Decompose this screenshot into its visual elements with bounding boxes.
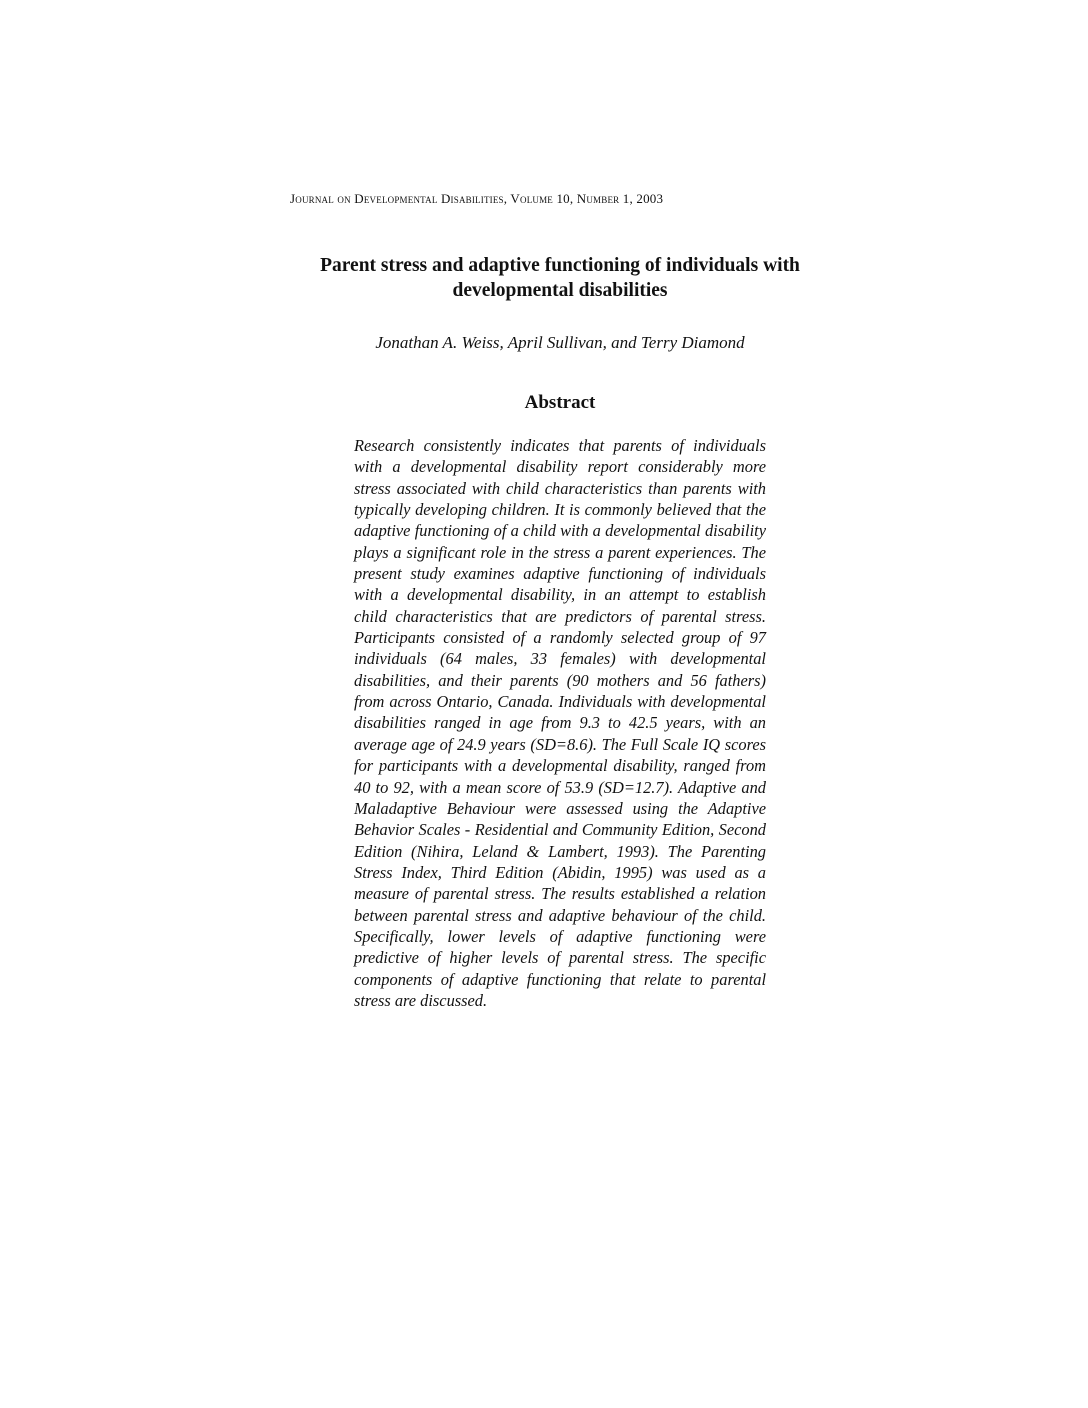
- running-head: Journal on Developmental Disabilities, Volume 10, Number 1, 2003: [290, 191, 664, 206]
- article-authors: Jonathan A. Weiss, April Sullivan, and Terry Diamond: [375, 333, 745, 352]
- article-title: Parent stress and adaptive functioning of individuals with developmental disabilities: [320, 255, 800, 301]
- abstract-heading: Abstract: [524, 392, 596, 413]
- abstract-body: Research consistently indicates that parents of individuals with a developmental disability report considerably more stress associated with child characteristics than parents with typically developing children. It is commonly believed that the adaptive functioning of a child with a developmental disability plays a significant role in the stress a parent experiences. The present study examines adaptive functioning of individuals with a developmental disability, in an attempt to establish child characteristics that are predictors of parental stress. Participants consisted of a randomly selected group of 97 individuals (64 males, 33 females) with developmental disabilities, and their parents (90 mothers and 56 fathers) from across Ontario, Canada. Individuals with developmental disabilities ranged in age from 9.3 to 42.5 years, with an average age of 24.9 years (SD=8.6). The Full Scale IQ scores for participants with a developmental disability, ranged from 40 to 92, with a mean score of 53.9 (SD=12.7). Adaptive and Maladaptive Behaviour were assessed using the Adaptive Behavior Scales - Residential and Community Edition, Second Edition (Nihira, Leland & Lambert, 1993). The Parenting Stress Index, Third Edition (Abidin, 1995) was used as a measure of parental stress. The results established a relation between parental stress and adaptive behaviour of the child. Specifically, lower levels of adaptive functioning were predictive of higher levels of parental stress. The specific components of adaptive functioning that relate to parental stress are discussed.: [354, 436, 766, 1010]
